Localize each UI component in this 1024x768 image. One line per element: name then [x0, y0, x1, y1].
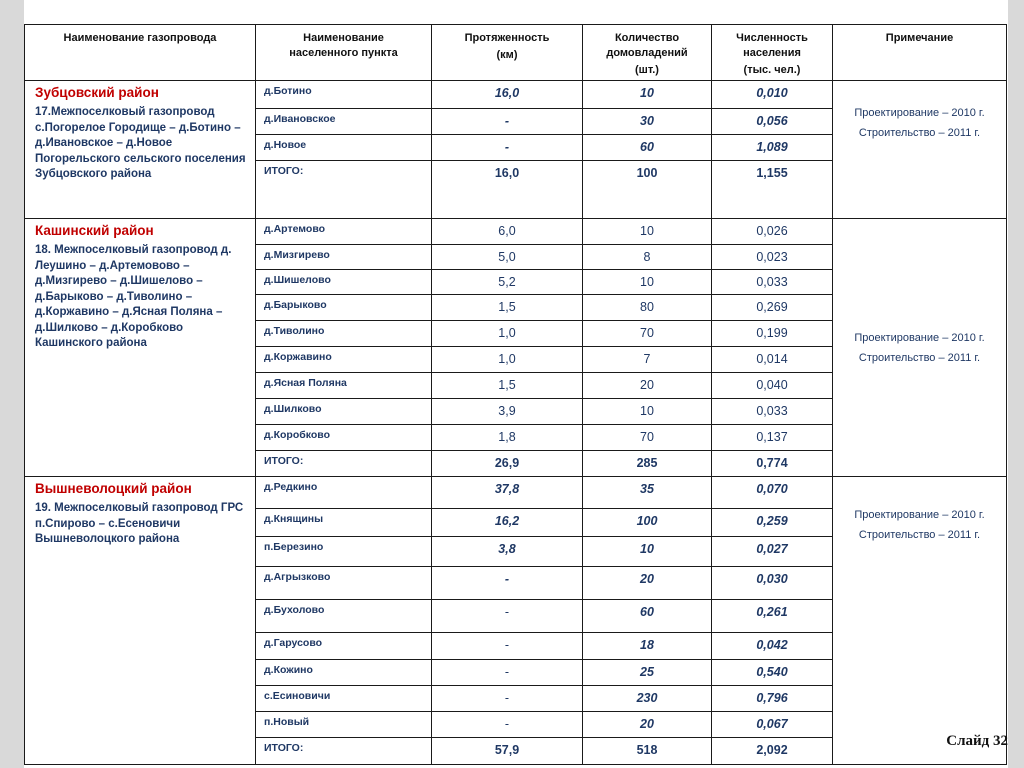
pipeline-description: 19. Межпоселковый газопровод ГРС п.Спирово – с.Есеновичи Вышневолоцкого района — [35, 502, 244, 545]
settlement-name: д.Шилково — [256, 399, 432, 425]
population-cell: 0,067 — [712, 712, 833, 738]
settlement-name: д.Ботино — [256, 81, 432, 109]
settlement-name: д.Барыково — [256, 295, 432, 321]
settlement-name: д.Коробково — [256, 425, 432, 451]
settlement-name: д.Редкино — [256, 477, 432, 509]
table-row — [25, 219, 1007, 245]
settlement-name: д.Гарусово — [256, 633, 432, 660]
length-cell: 1,0 — [432, 347, 583, 373]
households-cell: 20 — [583, 373, 712, 399]
households-cell: 100 — [583, 509, 712, 537]
settlement-name: с.Есиновичи — [256, 686, 432, 712]
length-cell: - — [432, 633, 583, 660]
households-cell: 35 — [583, 477, 712, 509]
district-name: Кашинский район — [35, 223, 154, 238]
households-cell: 8 — [583, 245, 712, 270]
total-households: 285 — [583, 451, 712, 477]
length-cell: - — [432, 686, 583, 712]
total-population: 0,774 — [712, 451, 833, 477]
length-cell: 5,2 — [432, 270, 583, 295]
population-cell: 1,089 — [712, 135, 833, 161]
length-cell: 5,0 — [432, 245, 583, 270]
population-cell: 0,056 — [712, 109, 833, 135]
length-cell: 1,8 — [432, 425, 583, 451]
length-cell: 1,5 — [432, 295, 583, 321]
length-cell: - — [432, 135, 583, 161]
households-cell: 18 — [583, 633, 712, 660]
population-cell: 0,199 — [712, 321, 833, 347]
population-cell: 0,030 — [712, 567, 833, 600]
header-population: Численность населения (тыс. чел.) — [712, 25, 833, 81]
households-cell: 20 — [583, 712, 712, 738]
population-cell: 0,259 — [712, 509, 833, 537]
settlement-name: д.Ивановское — [256, 109, 432, 135]
length-cell: 6,0 — [432, 219, 583, 245]
total-label: ИТОГО: — [256, 738, 432, 765]
note-cell: Проектирование – 2010 г. Строительство – 2011 г. — [833, 219, 1007, 477]
settlement-name: д.Тиволино — [256, 321, 432, 347]
total-population: 2,092 — [712, 738, 833, 765]
households-cell: 10 — [583, 537, 712, 567]
households-cell: 60 — [583, 135, 712, 161]
header-settlement: Наименование населенного пункта — [256, 25, 432, 81]
households-cell: 7 — [583, 347, 712, 373]
length-cell: 16,0 — [432, 81, 583, 109]
length-cell: - — [432, 712, 583, 738]
population-cell: 0,261 — [712, 600, 833, 633]
households-cell: 80 — [583, 295, 712, 321]
households-cell: 10 — [583, 399, 712, 425]
settlement-name: д.Шишелово — [256, 270, 432, 295]
total-households: 100 — [583, 161, 712, 219]
note-cell: Проектирование – 2010 г. Строительство – 2011 г. — [833, 477, 1007, 765]
population-cell: 0,269 — [712, 295, 833, 321]
pipeline-description: 17.Межпоселковый газопровод с.Погорелое Городище – д.Ботино – д.Ивановское – д.Новое Погорельского сельского поселения Зубцовского района — [35, 106, 246, 180]
district-name: Зубцовский район — [35, 85, 159, 100]
population-cell: 0,027 — [712, 537, 833, 567]
slide-number: Слайд 32 — [946, 733, 1008, 749]
total-length: 26,9 — [432, 451, 583, 477]
settlement-name: д.Бухолово — [256, 600, 432, 633]
district-cell-kashin — [25, 219, 256, 477]
settlement-name: д.Артемово — [256, 219, 432, 245]
header-households: Количество домовладений (шт.) — [583, 25, 712, 81]
pipeline-description: 18. Межпоселковый газопровод д. Леушино – д.Артемовово – д.Мизгирево – д.Шишелово – д.Барыково – д.Тиволино – д.Коржавино – д.Ясная Поляна – д.Шилково – д.Коробково Кашинского района — [35, 244, 232, 349]
households-cell: 10 — [583, 219, 712, 245]
population-cell: 0,033 — [712, 399, 833, 425]
settlement-name: д.Княщины — [256, 509, 432, 537]
settlement-name: п.Березино — [256, 537, 432, 567]
header-pipeline: Наименование газопровода — [25, 25, 256, 81]
total-label: ИТОГО: — [256, 161, 432, 219]
population-cell: 0,137 — [712, 425, 833, 451]
households-cell: 10 — [583, 270, 712, 295]
length-cell: 37,8 — [432, 477, 583, 509]
population-cell: 0,026 — [712, 219, 833, 245]
settlement-name: д.Новое — [256, 135, 432, 161]
length-cell: 3,8 — [432, 537, 583, 567]
table-row — [25, 477, 1007, 509]
population-cell: 0,014 — [712, 347, 833, 373]
length-cell: - — [432, 660, 583, 686]
settlement-name: д.Коржавино — [256, 347, 432, 373]
slide — [24, 0, 1008, 768]
table-header-row — [25, 25, 1007, 81]
length-cell: - — [432, 109, 583, 135]
population-cell: 0,042 — [712, 633, 833, 660]
households-cell: 30 — [583, 109, 712, 135]
population-cell: 0,010 — [712, 81, 833, 109]
length-cell: - — [432, 567, 583, 600]
total-households: 518 — [583, 738, 712, 765]
total-length: 57,9 — [432, 738, 583, 765]
settlement-name: д.Агрызково — [256, 567, 432, 600]
households-cell: 230 — [583, 686, 712, 712]
population-cell: 0,540 — [712, 660, 833, 686]
note-cell: Проектирование – 2010 г. Строительство – 2011 г. — [833, 81, 1007, 219]
length-cell: 3,9 — [432, 399, 583, 425]
households-cell: 10 — [583, 81, 712, 109]
total-label: ИТОГО: — [256, 451, 432, 477]
households-cell: 70 — [583, 321, 712, 347]
households-cell: 20 — [583, 567, 712, 600]
settlement-name: д.Ясная Поляна — [256, 373, 432, 399]
households-cell: 70 — [583, 425, 712, 451]
district-cell-zubtsov — [25, 81, 256, 219]
population-cell: 0,023 — [712, 245, 833, 270]
length-cell: - — [432, 600, 583, 633]
population-cell: 0,033 — [712, 270, 833, 295]
population-cell: 0,070 — [712, 477, 833, 509]
households-cell: 25 — [583, 660, 712, 686]
district-cell-vyshny-volochek — [25, 477, 256, 765]
population-cell: 0,040 — [712, 373, 833, 399]
length-cell: 1,5 — [432, 373, 583, 399]
settlement-name: п.Новый — [256, 712, 432, 738]
gas-pipeline-table — [24, 24, 1007, 765]
district-name: Вышневолоцкий район — [35, 481, 192, 496]
table-row — [25, 81, 1007, 109]
header-length: Протяженность (км) — [432, 25, 583, 81]
settlement-name: д.Кожино — [256, 660, 432, 686]
total-length: 16,0 — [432, 161, 583, 219]
population-cell: 0,796 — [712, 686, 833, 712]
header-note: Примечание — [833, 25, 1007, 81]
households-cell: 60 — [583, 600, 712, 633]
length-cell: 1,0 — [432, 321, 583, 347]
length-cell: 16,2 — [432, 509, 583, 537]
settlement-name: д.Мизгирево — [256, 245, 432, 270]
total-population: 1,155 — [712, 161, 833, 219]
